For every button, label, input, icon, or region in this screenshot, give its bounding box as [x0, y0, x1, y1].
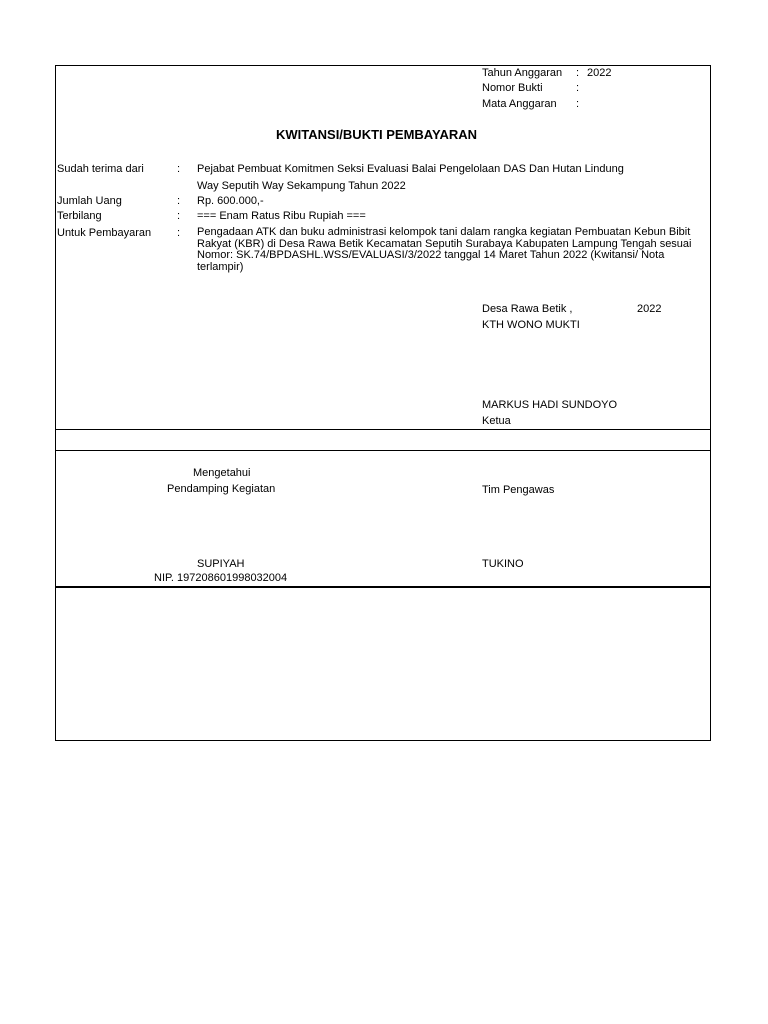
mata-anggaran-label: Mata Anggaran — [482, 98, 557, 110]
divider-middle — [55, 450, 711, 451]
mengetahui-label: Mengetahui — [193, 467, 251, 479]
sudah-terima-label: Sudah terima dari — [57, 163, 144, 175]
terbilang-value: === Enam Ratus Ribu Rupiah === — [197, 210, 366, 222]
signature-place: Desa Rawa Betik , — [482, 303, 573, 315]
signature-year: 2022 — [637, 303, 662, 315]
pengawas-name: TUKINO — [482, 558, 524, 570]
untuk-pembayaran-value: Pengadaan ATK dan buku administrasi kelompok tani dalam rangka kegiatan Pembuatan Kebun Bibit Rakyat (KBR) di Desa Rawa Betik Kecamatan Seputih Surabaya Kabupaten Lampung Tengah sesuai Nomor: SK.74/BPDASHL.WSS/EVALUASI/3/2022 tanggal 14 Maret Tahun 2022 (Kwitansi/ Nota terlampir) — [197, 226, 692, 273]
jumlah-uang-label: Jumlah Uang — [57, 195, 122, 207]
pendamping-nip: NIP. 197208601998032004 — [154, 572, 288, 584]
terbilang-label: Terbilang — [57, 210, 102, 222]
colon: : — [177, 163, 181, 175]
colon: : — [177, 195, 181, 207]
colon: : — [576, 82, 580, 94]
sudah-terima-line1: Pejabat Pembuat Komitmen Seksi Evaluasi Balai Pengelolaan DAS Dan Hutan Lindung — [197, 163, 624, 175]
jumlah-uang-value: Rp. 600.000,- — [197, 195, 264, 207]
signature-name: MARKUS HADI SUNDOYO — [482, 399, 618, 411]
nomor-bukti-label: Nomor Bukti — [482, 82, 543, 94]
signature-role: Ketua — [482, 415, 511, 427]
pengawas-label: Tim Pengawas — [482, 484, 555, 496]
tahun-anggaran-value: 2022 — [587, 67, 612, 79]
pendamping-name: SUPIYAH — [197, 558, 245, 570]
colon: : — [576, 67, 580, 79]
pendamping-label: Pendamping Kegiatan — [167, 483, 276, 495]
colon: : — [576, 98, 580, 110]
colon: : — [177, 227, 181, 239]
untuk-pembayaran-label: Untuk Pembayaran — [57, 227, 152, 239]
divider-bottom — [55, 586, 711, 588]
colon: : — [177, 210, 181, 222]
sudah-terima-line2: Way Seputih Way Sekampung Tahun 2022 — [197, 180, 406, 192]
divider-top — [55, 429, 711, 430]
signature-org: KTH WONO MUKTI — [482, 319, 580, 331]
page-title: KWITANSI/BUKTI PEMBAYARAN — [276, 127, 478, 142]
tahun-anggaran-label: Tahun Anggaran — [482, 67, 563, 79]
